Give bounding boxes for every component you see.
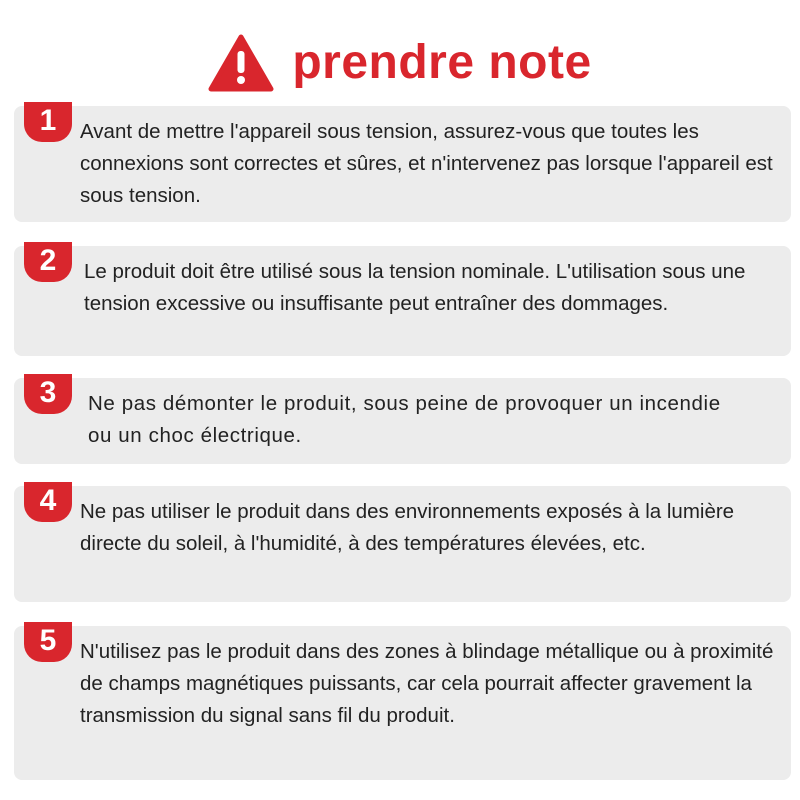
note-number: 2 <box>39 244 57 277</box>
page-title: prendre note <box>292 36 592 89</box>
note-number: 1 <box>39 104 57 137</box>
note-text: Avant de mettre l'appareil sous tension, assurez-vous que toutes les connexions sont correctes et sûres, et n'intervenez pas lorsque l'appareil est sous tension. <box>80 120 773 207</box>
note-text: Ne pas démonter le produit, sous peine de provoquer un incendie ou un choc électrique. <box>88 392 721 447</box>
note-badge <box>24 482 72 522</box>
header <box>0 28 800 98</box>
note-number: 3 <box>39 376 57 409</box>
note-card-1 <box>14 106 791 222</box>
note-card-2 <box>14 246 791 356</box>
note-card-5 <box>14 626 791 780</box>
note-number: 4 <box>39 484 57 517</box>
note-text: N'utilisez pas le produit dans des zones à blindage métallique ou à proximité de champs magnétiques puissants, car cela pourrait affecter gravement la transmission du signal sans fil du produit. <box>80 640 774 727</box>
warning-triangle-icon <box>208 34 274 92</box>
note-badge <box>24 242 72 282</box>
note-text: Le produit doit être utilisé sous la tension nominale. L'utilisation sous une tension excessive ou insuffisante peut entraîner des dommages. <box>84 260 746 315</box>
note-badge <box>24 102 72 142</box>
note-card-4 <box>14 486 791 602</box>
note-badge <box>24 374 72 414</box>
note-text: Ne pas utiliser le produit dans des environnements exposés à la lumière directe du soleil, à l'humidité, à des températures élevées, etc. <box>80 500 735 555</box>
note-number: 5 <box>39 624 57 657</box>
note-card-3 <box>14 378 791 464</box>
note-badge <box>24 622 72 662</box>
